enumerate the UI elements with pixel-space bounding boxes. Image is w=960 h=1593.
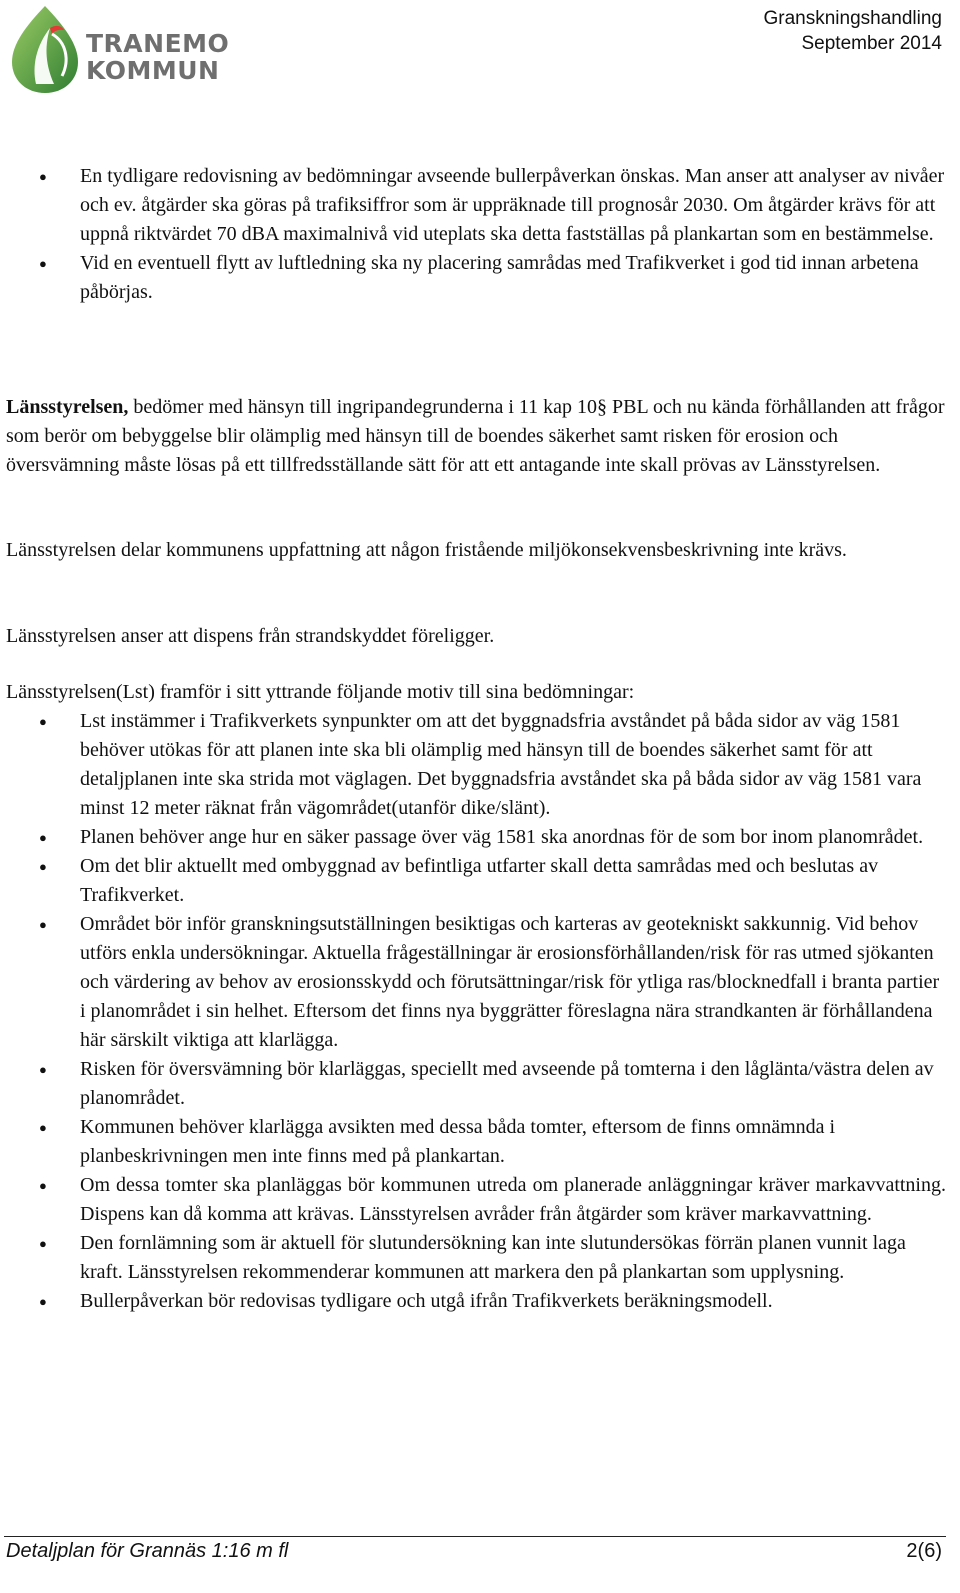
lst-paragraph-lead: Länsstyrelsen, <box>6 396 129 418</box>
lst-paragraph-body: bedömer med hänsyn till ingripandegrunderna i 11 kap 10§ PBL och nu kända förhållanden att frågor som berör om bebyggelse blir olämplig med hänsyn till de boendes säkerhet samt risken för erosion och översvämning måste lösas på ett tillfredsställande sätt för att ett antagande inte skall prövas av Länsstyrelsen. <box>6 396 945 476</box>
list-item: ● Lst instämmer i Trafikverkets synpunkter om att det byggnadsfria avståndet på båda sidor av väg 1581 behöver utökas för att planen inte ska bli olämplig med hänsyn till de boendes säkerhet samt för att detaljplanen inte ska strida mot väglagen. Det byggnadsfria avståndet ska på båda sidor av väg 1581 vara minst 12 meter räknat från vägområdet(utanför dike/slänt). <box>34 707 946 823</box>
list-item: ● Planen behöver ange hur en säker passage över väg 1581 ska anordnas för de som bor inom planområdet. <box>34 823 946 852</box>
document-date: September 2014 <box>801 33 942 54</box>
tranemo-kommun-logo <box>6 4 230 96</box>
lst-paragraph <box>6 393 946 480</box>
list-item: ● Om det blir aktuellt med ombyggnad av befintliga utfarter skall detta samrådas med och beslutas av Trafikverket. <box>34 852 946 910</box>
dispens-paragraph: Länsstyrelsen anser att dispens från strandskyddet föreligger. <box>6 625 495 647</box>
mkb-paragraph: Länsstyrelsen delar kommunens uppfattning att någon fristående miljökonsekvensbeskrivning inte krävs. <box>6 539 847 561</box>
document-header-info <box>763 6 942 56</box>
motiv-intro-paragraph: Länsstyrelsen(Lst) framför i sitt yttrande följande motiv till sina bedömningar: <box>6 681 635 703</box>
list-item: ● Kommunen behöver klarlägga avsikten med dessa båda tomter, eftersom de finns omnämnda i planbeskrivningen men inte finns med på plankartan. <box>34 1113 946 1171</box>
list-item: ● Risken för översvämning bör klarläggas, speciellt med avseende på tomterna i den låglänta/västra delen av planområdet. <box>34 1055 946 1113</box>
motiv-bullet-list <box>34 707 946 1316</box>
logo-line-1: TRANEMO <box>86 29 230 58</box>
crane-leaf-icon <box>6 4 84 96</box>
footer-divider <box>4 1536 946 1537</box>
list-item: ● En tydligare redovisning av bedömningar avseende bullerpåverkan önskas. Man anser att analyser av nivåer och ev. åtgärder ska göras på trafiksiffror som är uppräknade till prognosår 2030. Om åtgärder krävs för att uppnå riktvärdet 70 dBA maximalnivå vid uteplats ska detta fastställas på plankartan som en bestämmelse. <box>34 162 946 249</box>
list-item: ● Om dessa tomter ska planläggas bör kommunen utreda om planerade anläggningar kräver markavvattning. Dispens kan då komma att krävas. Länsstyrelsen avråder från åtgärder som kräver markavvattning. <box>34 1171 946 1229</box>
top-bullet-list <box>34 162 946 307</box>
logo-line-2: KOMMUN <box>86 56 220 85</box>
list-item: ● Området bör inför granskningsutställningen besiktigas och karteras av geotekniskt sakkunnig. Vid behov utförs enkla undersökningar. Aktuella frågeställningar är erosionsförhållanden/risk för ras utmed sjökanten och värdering av behov av erosionsskydd och förutsättningar/risk för ytliga ras/blocknedfall i branta partier i planområdet i sin helhet. Eftersom det finns nya byggrätter föreslagna nära strandkanten är förhållandena här särskilt viktiga att klarlägga. <box>34 910 946 1055</box>
document-type: Granskningshandling <box>763 8 942 29</box>
list-item: ● Bullerpåverkan bör redovisas tydligare och utgå ifrån Trafikverkets beräkningsmodell. <box>34 1287 946 1316</box>
footer-title: Detaljplan för Grannäs 1:16 m fl <box>6 1540 289 1562</box>
list-item: ● Vid en eventuell flytt av luftledning ska ny placering samrådas med Trafikverket i god tid innan arbetena påbörjas. <box>34 249 946 307</box>
list-item: ● Den fornlämning som är aktuell för slutundersökning kan inte slutundersökas förrän planen vunnit laga kraft. Länsstyrelsen rekommenderar kommunen att markera den på plankartan som upplysning. <box>34 1229 946 1287</box>
page-number: 2(6) <box>906 1540 942 1562</box>
